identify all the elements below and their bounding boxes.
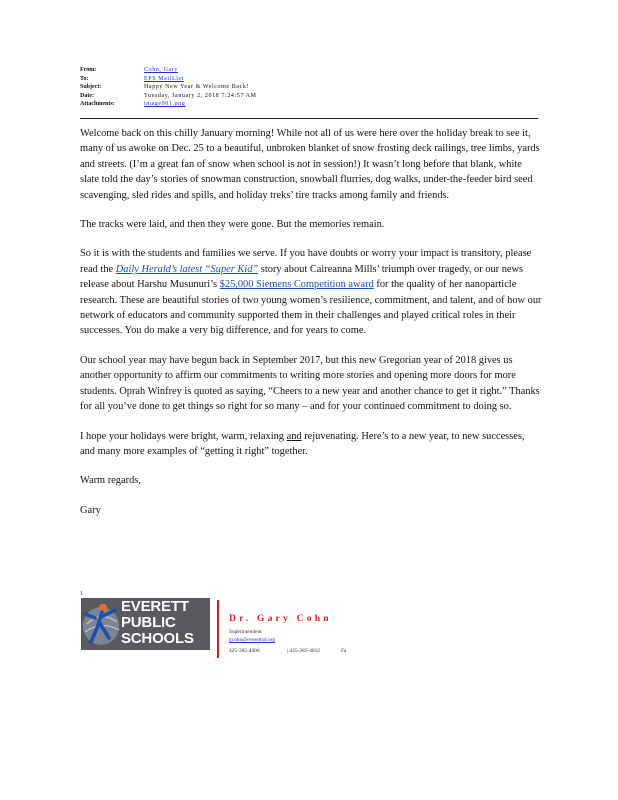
to-row (80, 75, 380, 84)
from-value[interactable]: Cohn, Gary (144, 67, 178, 73)
from-row (80, 66, 380, 75)
subject-value: Happy New Year & Welcome Back! (144, 84, 250, 91)
paragraph-5-part-a: I hope your holidays were bright, warm, relaxing (80, 430, 287, 442)
logo-text-everett: EVERETT (121, 598, 189, 615)
fax-label: Fa (341, 648, 347, 654)
to-label: To: (80, 75, 89, 82)
from-label: From: (80, 67, 97, 73)
closing: Warm regards, (80, 475, 141, 487)
paragraph-5 (80, 429, 542, 460)
signature-marker: 1 (80, 591, 83, 597)
siemens-award-link[interactable]: $25,000 Siemens Competition award (219, 279, 374, 291)
paragraph-4: Our school year may have begun back in September 2017, but this new Gregorian year of 2018 gives us another opportunity to affirm our commitments to writing more stories and opening more doors for more students. Oprah Winfrey is quoted as saying, “Cheers to a new year and another chance to get it right.” Thanks for all you’ve done to get things so right for so many – and for your continued commitment to doing so. (80, 354, 540, 413)
attachments-row (80, 100, 380, 109)
email-body (80, 126, 542, 532)
signature-title: Superintendent (229, 629, 262, 635)
date-row (80, 92, 380, 101)
paragraph-3-part-a: So it is with the students and families we serve. If you have doubts or worry your impact is transitory, please read the (80, 248, 532, 275)
paragraph-5-part-b: rejuvenating. Here’s to a new year, to new successes, and many more examples of “getting it right” together. (80, 430, 525, 457)
date-value: Tuesday, January 2, 2018 7:24:57 AM (144, 92, 257, 99)
attachment-link[interactable]: image001.png (144, 101, 186, 108)
signoff: Gary (80, 504, 101, 516)
logo-text-public: PUBLIC (121, 614, 176, 631)
signature-name: Dr. Gary Cohn (229, 613, 332, 624)
phone-secondary: | 425-385-4012 (287, 648, 320, 654)
subject-row (80, 83, 380, 92)
paragraph-1: Welcome back on this chilly January morning! While not all of us were here over the holiday break to see it, many of us awoke on Dec. 25 to a beautiful, unbroken blanket of snow frosting deck railings, tree limbs, yards and streets. (I’m a great fan of snow when school is not in session!) It wasn’t long before that blank, white slate told the day’s stories of snowman construction, snowball flurries, dog walks, under-the-feeder bird seed scavenging, sled rides and spills, and holiday treks’ tire tracks among family and friends. (80, 128, 540, 201)
header-divider (80, 118, 538, 119)
email-header (80, 66, 380, 109)
logo-text-schools: SCHOOLS (121, 630, 194, 647)
subject-label: Subject: (80, 84, 102, 91)
date-label: Date: (80, 92, 94, 99)
signature-divider (217, 600, 219, 658)
attachments-label: Attachments: (80, 101, 115, 108)
daily-herald-link[interactable]: Daily Herald’s latest “Super Kid” (115, 263, 259, 275)
everett-public-schools-logo (81, 598, 210, 650)
paragraph-5-and: and (286, 430, 302, 442)
paragraph-3 (80, 246, 542, 338)
signature-phones (229, 648, 346, 654)
paragraph-2: The tracks were laid, and then they were gone. But the memories remain. (80, 219, 385, 231)
to-value[interactable]: EPS MailList (144, 75, 184, 82)
phone-primary: 425-385-4006 (229, 648, 260, 654)
paragraph-3-part-b: story about Caireanna Mills’ triumph over tragedy, or our news release about Harshu Musunuri’s (80, 263, 524, 291)
signature-email-link[interactable]: gcohn@everettsd.org (229, 637, 276, 643)
paragraph-3-part-c: for the quality of her nanoparticle research. These are beautiful stories of two young women’s resilience, commitment, and talent, and of how our network of educators and community supported them in their challenges and played critical roles in their successes. You do make a very big difference, and for years to come. (80, 279, 542, 337)
